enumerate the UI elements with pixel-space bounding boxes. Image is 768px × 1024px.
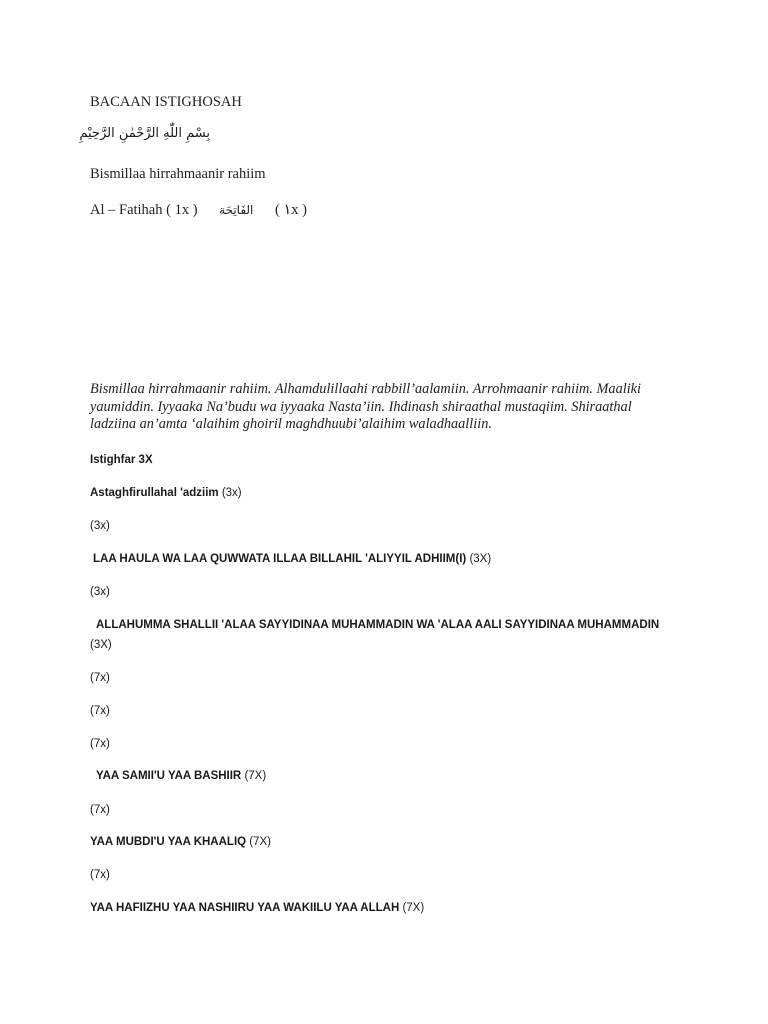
fatihah-label: Al – Fatihah ( 1x )	[90, 202, 198, 218]
samiu-text: YAA SAMII'U YAA BASHIIR	[96, 770, 242, 782]
mubdiu-count: (7X)	[246, 836, 272, 848]
astaghfirullah-count: (3x)	[218, 487, 242, 499]
basmalah-latin: Bismillaa hirrahmaanir rahiim	[90, 166, 266, 182]
document-title: BACAAN ISTIGHOSAH	[90, 94, 242, 110]
count-7x-b: (7x)	[90, 705, 110, 717]
samiu-count: (7X)	[241, 770, 267, 782]
hafiizhu-count: (7X)	[399, 902, 425, 914]
hauqalah-text: LAA HAULA WA LAA QUWWATA ILLAA BILLAHIL 'ALIYYIL ADHIIM(I)	[93, 553, 467, 565]
mubdiu-text: YAA MUBDI'U YAA KHAALIQ	[90, 836, 247, 848]
shalawat-count: (3X)	[90, 639, 112, 651]
fatihah-arabic: الفَاتِحَة	[219, 203, 254, 217]
count-3x-b: (3x)	[90, 586, 110, 598]
mubdiu-line	[90, 836, 271, 848]
count-3x-a: (3x)	[90, 520, 110, 532]
hauqalah-line	[93, 553, 491, 565]
fatihah-row	[90, 202, 307, 219]
shalawat-text: ALLAHUMMA SHALLII 'ALAA SAYYIDINAA MUHAMMADIN WA 'ALAA AALI SAYYIDINAA MUHAMMADIN	[96, 619, 660, 631]
basmalah-arabic: بِسْمِ اللّٰهِ الرَّحْمٰنِ الرَّحِيْمِ	[79, 126, 210, 141]
count-7x-e: (7x)	[90, 869, 110, 881]
count-7x-a: (7x)	[90, 672, 110, 684]
hafiizhu-text: YAA HAFIIZHU YAA NASHIIRU YAA WAKIILU YAA ALLAH	[90, 902, 400, 914]
hafiizhu-line	[90, 902, 424, 914]
count-7x-c: (7x)	[90, 738, 110, 750]
astaghfirullah-text: Astaghfirullahal 'adziim	[90, 487, 219, 499]
fatihah-text: Bismillaa hirrahmaanir rahiim. Alhamdulillaahi rabbill’aalamiin. Arrohmaanir rahiim. Maaliki yaumiddin. Iyyaaka Na’budu wa iyyaaka Nasta’iin. Ihdinash shiraathal mustaqiim. Shiraathal ladziina an’amta ‘alaihim ghoiril maghdhuubi’alaihim waladhaalliin.	[90, 381, 641, 432]
astaghfirullah-line	[90, 487, 242, 499]
istighfar-heading: Istighfar 3X	[90, 454, 153, 466]
hauqalah-count: (3X)	[466, 553, 492, 565]
count-7x-d: (7x)	[90, 804, 110, 816]
fatihah-count: ( ١x )	[275, 202, 308, 218]
samiu-line	[96, 770, 266, 782]
